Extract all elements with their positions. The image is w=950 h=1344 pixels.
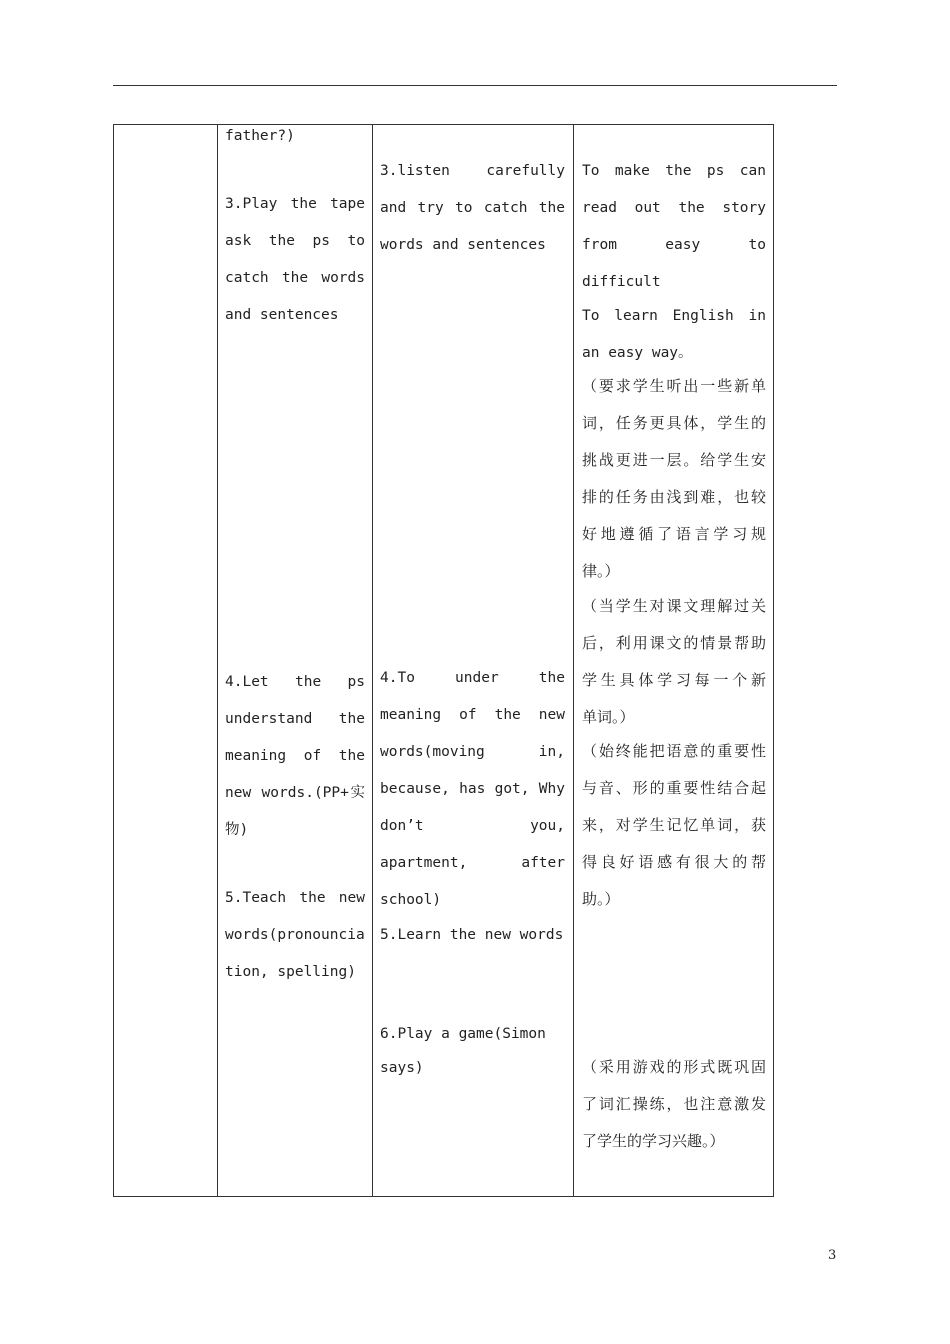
students-step-4: 4.To under the meaning of the new words(moving in, because, has got, Why don’t you, apartment, after school) [380, 670, 565, 908]
teacher-step-4: 4.Let the ps understand the meaning of the new words.(PP+实 物) [225, 674, 365, 838]
column-divider [372, 125, 373, 1196]
column-divider [573, 125, 574, 1196]
students-step-6: 6.Play a game(Simon says) [380, 1026, 546, 1076]
purpose-note-meaning: （始终能把语意的重要性 与音、形的重要性结合起 来，对学生记忆单词，获 得良好语感有很大的帮 助。） [582, 742, 766, 908]
students-step-5: 5.Learn the new words [380, 927, 564, 943]
teacher-father-line: father?) [225, 128, 295, 144]
teacher-step-5: 5.Teach the new words(pronouncia tion, spelling) [225, 890, 365, 980]
purpose-note-game: （采用游戏的形式既巩固 了词汇操练，也注意激发 了学生的学习兴趣。） [582, 1058, 766, 1150]
column-divider [217, 125, 218, 1196]
purpose-story-reading: To make the ps can read out the story from easy to difficult [582, 163, 766, 290]
purpose-note-context: （当学生对课文理解过关 后，利用课文的情景帮助 学生具体学习每一个新 单词。） [582, 597, 766, 726]
header-rule [113, 85, 837, 86]
teacher-step-3: 3.Play the tape ask the ps to catch the words and sentences [225, 196, 365, 323]
students-step-3: 3.listen carefully and try to catch the words and sentences [380, 163, 565, 253]
page-number: 3 [828, 1248, 837, 1263]
purpose-note-listening: （要求学生听出一些新单 词，任务更具体，学生的 挑战更进一层。给学生安 排的任务由浅到难，也较 好地遵循了语言学习规 律。） [582, 377, 766, 580]
purpose-easy-way: To learn English in an easy way。 [582, 308, 766, 361]
